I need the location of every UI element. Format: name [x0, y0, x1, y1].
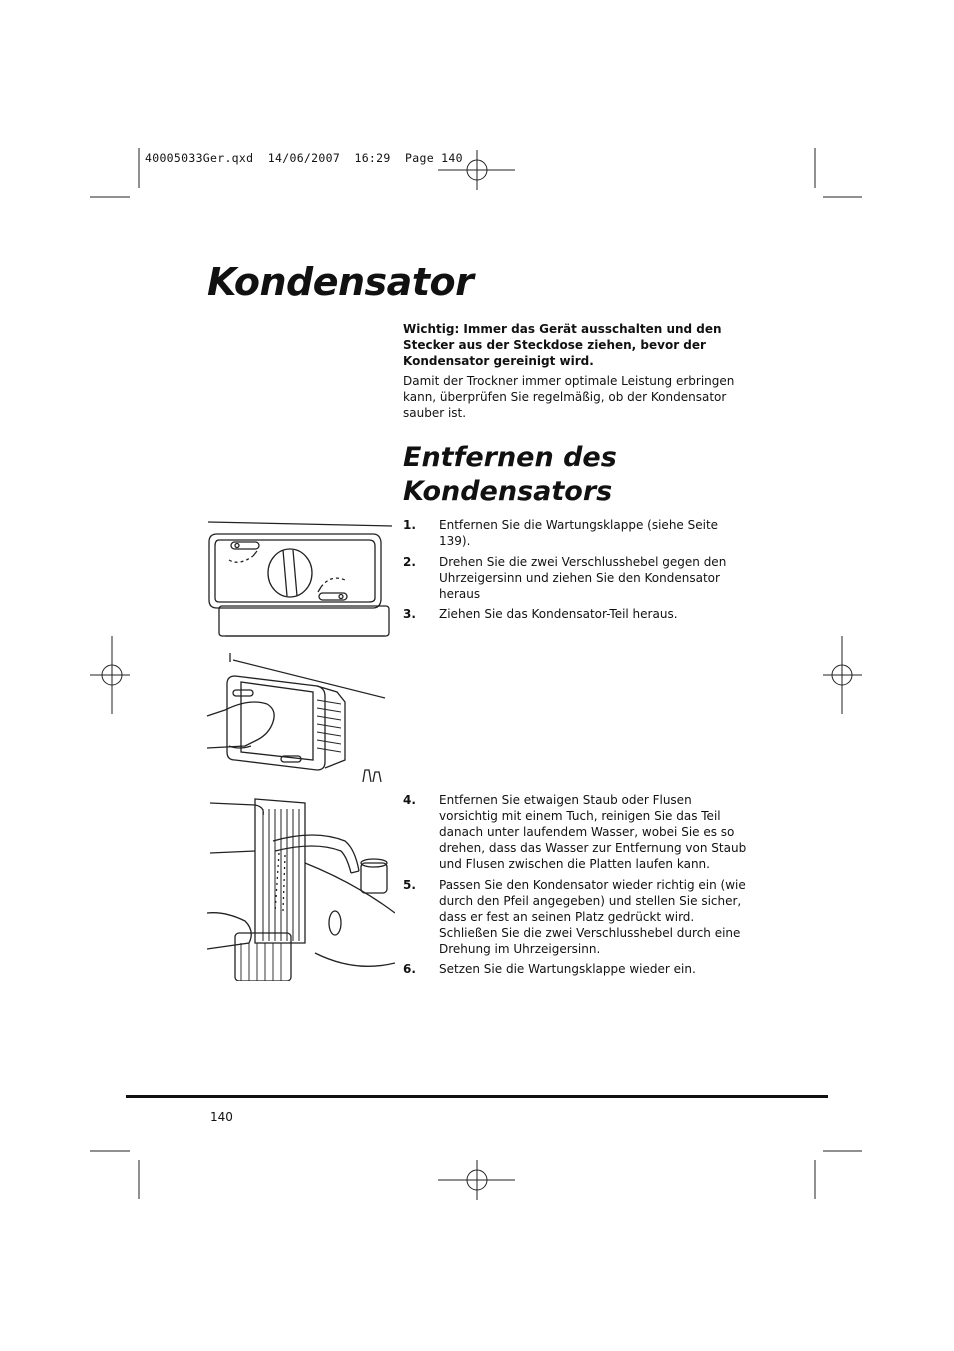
steps-list-b: [403, 792, 753, 982]
section-title-line2: Kondensators: [403, 476, 613, 507]
condenser-panel-illustration: [205, 520, 395, 642]
step-number: 3.: [403, 607, 416, 621]
step-text: Setzen Sie die Wartungsklappe wieder ein.: [439, 962, 696, 976]
page-title: Kondensator: [207, 260, 474, 304]
cleaning-condenser-illustration: [205, 793, 395, 981]
section-title-line1: Entfernen des: [403, 442, 617, 473]
list-item: [403, 961, 753, 977]
list-item: [403, 517, 753, 549]
page-number: 140: [210, 1110, 233, 1124]
step-number: 2.: [403, 554, 416, 569]
step-text: Ziehen Sie das Kondensator-Teil heraus.: [439, 607, 678, 621]
step-number: 1.: [403, 518, 416, 532]
step-number: 5.: [403, 877, 416, 892]
footer-rule: [126, 1095, 828, 1098]
list-item: [403, 606, 753, 622]
warning-text: Wichtig: Immer das Gerät ausschalten und den Stecker aus der Steckdose ziehen, bevor der Kondensator gereinigt wird.: [403, 322, 722, 368]
steps-list-a: [403, 517, 753, 627]
step-text: Passen Sie den Kondensator wieder richtig ein (wie durch den Pfeil angegeben) und stellen Sie sicher, dass er fest an seinen Platz gedrückt wird. Schließen Sie die zwei Verschlusshebel durch eine Drehung im Uhrzeigersinn.: [439, 877, 746, 956]
print-slug: 40005033Ger.qxd 14/06/2007 16:29 Page 140: [145, 151, 463, 165]
list-item: [403, 877, 753, 957]
step-text: Entfernen Sie etwaigen Staub oder Flusen vorsichtig mit einem Tuch, reinigen Sie das Teil danach unter laufendem Wasser, wobei Sie es so drehen, dass das Wasser zur Entfernung von Staub und Flusen zwischen die Platten laufen kann.: [439, 793, 747, 871]
list-item: [403, 554, 753, 602]
step-text: Drehen Sie die zwei Verschlusshebel gegen den Uhrzeigersinn und ziehen Sie den Kondensator heraus: [439, 554, 727, 601]
intro-text: Damit der Trockner immer optimale Leistung erbringen kann, überprüfen Sie regelmäßig, ob der Kondensator sauber ist.: [403, 374, 735, 420]
step-text: Entfernen Sie die Wartungsklappe (siehe Seite 139).: [439, 518, 719, 548]
remove-condenser-illustration: [205, 650, 395, 782]
section-title: [403, 441, 763, 509]
step-number: 4.: [403, 793, 416, 807]
list-item: [403, 792, 753, 872]
step-number: 6.: [403, 962, 416, 976]
